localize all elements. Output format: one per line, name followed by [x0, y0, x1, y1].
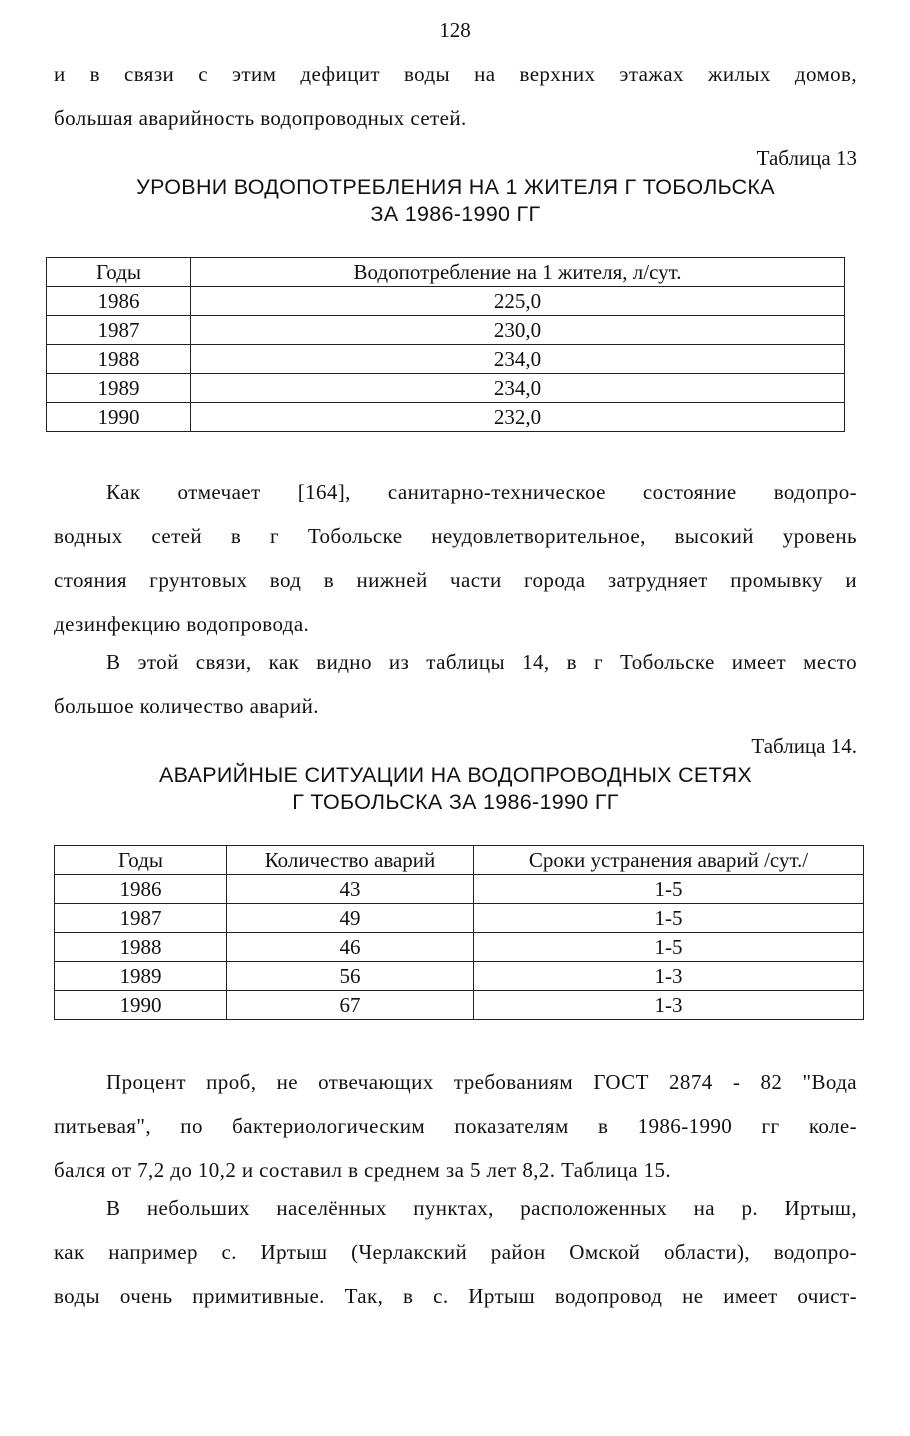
table-cell: 1986 — [47, 287, 191, 316]
table-cell: 1989 — [55, 962, 227, 991]
table-cell: 1-5 — [474, 904, 864, 933]
table-row — [55, 875, 864, 904]
table-header-row — [55, 846, 864, 875]
paragraph-irtysh — [54, 1186, 857, 1318]
text-line: Как отмечает [164], санитарно-техническое состояние водопро- — [106, 480, 857, 504]
text-line: В этой связи, как видно из таблицы 14, в г Тобольске имеет место — [106, 650, 857, 674]
table-cell: 1986 — [55, 875, 227, 904]
table-cell: 1988 — [55, 933, 227, 962]
table-row — [55, 991, 864, 1020]
table-row — [55, 904, 864, 933]
table-row — [55, 933, 864, 962]
table-14-caption: Таблица 14. — [751, 734, 857, 758]
table-cell: 1-3 — [474, 962, 864, 991]
text-line: дезинфекцию водопровода. — [54, 612, 310, 636]
table-title-line: УРОВНИ ВОДОПОТРЕБЛЕНИЯ НА 1 ЖИТЕЛЯ Г ТОБОЛЬСКА — [136, 175, 775, 199]
text-line: В небольших населённых пунктах, расположенных на р. Иртыш, — [106, 1196, 857, 1220]
table-cell: 230,0 — [191, 316, 845, 345]
table-14-title — [54, 762, 857, 816]
table-row — [47, 316, 845, 345]
page-number: 128 — [439, 18, 471, 42]
text-line: питьевая", по бактериологическим показателям в 1986-1990 гг коле- — [54, 1114, 857, 1138]
text-line: большое количество аварий. — [54, 694, 319, 718]
table-row — [47, 287, 845, 316]
table-cell: 234,0 — [191, 345, 845, 374]
table-13 — [46, 257, 845, 432]
table-title-line: ЗА 1986-1990 ГГ — [370, 202, 541, 226]
text-line: большая аварийность водопроводных сетей. — [54, 106, 467, 130]
table-cell: 1987 — [47, 316, 191, 345]
text-line: водных сетей в г Тобольске неудовлетворительное, высокий уровень — [54, 524, 857, 548]
paragraph-gost — [54, 1060, 857, 1192]
table-cell: 225,0 — [191, 287, 845, 316]
intro-paragraph — [54, 52, 857, 140]
table-cell: 232,0 — [191, 403, 845, 432]
table-cell: 1990 — [47, 403, 191, 432]
table-header-cell: Годы — [47, 258, 191, 287]
table-cell: 56 — [227, 962, 474, 991]
table-row — [47, 374, 845, 403]
table-cell: 1-5 — [474, 933, 864, 962]
table-cell: 1988 — [47, 345, 191, 374]
table-cell: 1989 — [47, 374, 191, 403]
table-cell: 1987 — [55, 904, 227, 933]
text-line: как например с. Иртыш (Черлакский район Омской области), водопро- — [54, 1240, 857, 1264]
text-line: Процент проб, не отвечающих требованиям ГОСТ 2874 - 82 "Вода — [106, 1070, 857, 1094]
table-header-cell: Водопотребление на 1 жителя, л/сут. — [191, 258, 845, 287]
table-header-row — [47, 258, 845, 287]
table-13-title — [54, 174, 857, 228]
table-row — [55, 962, 864, 991]
table-row — [47, 403, 845, 432]
table-header-cell: Количество аварий — [227, 846, 474, 875]
paragraph-accidents — [54, 640, 857, 728]
table-cell: 46 — [227, 933, 474, 962]
table-title-line: АВАРИЙНЫЕ СИТУАЦИИ НА ВОДОПРОВОДНЫХ СЕТЯХ — [159, 763, 752, 787]
table-cell: 67 — [227, 991, 474, 1020]
table-cell: 49 — [227, 904, 474, 933]
table-cell: 43 — [227, 875, 474, 904]
table-row — [47, 345, 845, 374]
text-line: стояния грунтовых вод в нижней части города затрудняет промывку и — [54, 568, 857, 592]
text-line: воды очень примитивные. Так, в с. Иртыш водопровод не имеет очист- — [54, 1284, 857, 1308]
table-13-caption: Таблица 13 — [756, 146, 857, 170]
table-cell: 1-3 — [474, 991, 864, 1020]
table-header-cell: Сроки устранения аварий /сут./ — [474, 846, 864, 875]
paragraph-sanitary-state — [54, 470, 857, 646]
table-cell: 1990 — [55, 991, 227, 1020]
text-line: бался от 7,2 до 10,2 и составил в среднем за 5 лет 8,2. Таблица 15. — [54, 1158, 672, 1182]
table-14 — [54, 845, 864, 1020]
text-line: и в связи с этим дефицит воды на верхних этажах жилых домов, — [54, 62, 857, 86]
table-title-line: Г ТОБОЛЬСКА ЗА 1986-1990 ГГ — [292, 790, 619, 814]
table-cell: 1-5 — [474, 875, 864, 904]
table-header-cell: Годы — [55, 846, 227, 875]
table-cell: 234,0 — [191, 374, 845, 403]
